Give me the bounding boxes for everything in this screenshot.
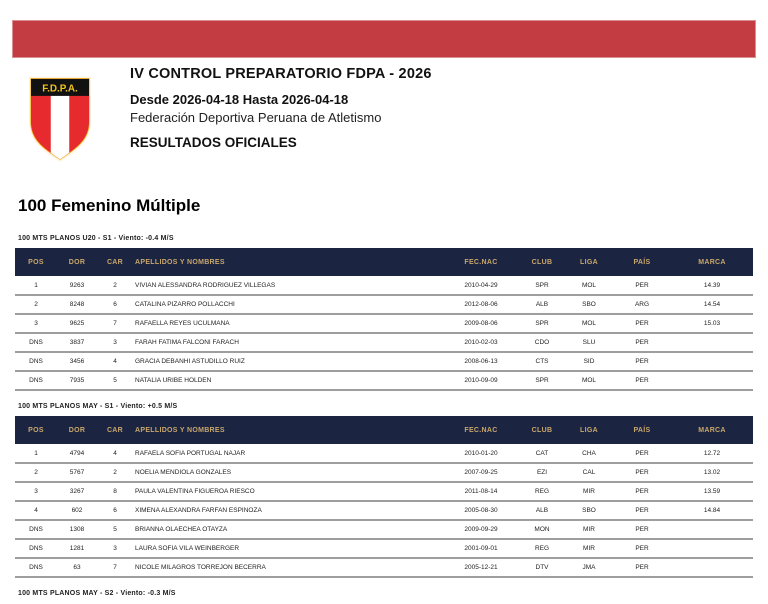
cell-fec-nac: 2007-09-25: [443, 463, 519, 482]
cell-fec-nac: 2008-06-13: [443, 352, 519, 371]
cell-dor: 1281: [57, 539, 97, 558]
cell-apellidos-y-nombres: PAULA VALENTINA FIGUEROA RIESCO: [133, 482, 443, 501]
report-title: IV CONTROL PREPARATORIO FDPA - 2026: [130, 66, 432, 82]
cell-pa-s: ARG: [613, 295, 671, 314]
cell-fec-nac: 2009-08-06: [443, 314, 519, 333]
race-caption-2: 100 MTS PLANOS MAY - S1 - Viento: +0.5 M/S: [18, 403, 178, 410]
cell-car: 7: [97, 314, 133, 333]
cell-pos: DNS: [15, 558, 57, 577]
cell-apellidos-y-nombres: GRACIA DEBANHI ASTUDILLO RUIZ: [133, 352, 443, 371]
cell-dor: 7935: [57, 371, 97, 390]
cell-car: 4: [97, 444, 133, 463]
cell-apellidos-y-nombres: CATALINA PIZARRO POLLACCHI: [133, 295, 443, 314]
cell-pa-s: PER: [613, 333, 671, 352]
column-header-fec-nac: FEC.NAC: [443, 248, 519, 276]
cell-marca: [671, 371, 753, 390]
cell-apellidos-y-nombres: VIVIAN ALESSANDRA RODRIGUEZ VILLEGAS: [133, 276, 443, 295]
cell-pos: DNS: [15, 539, 57, 558]
cell-apellidos-y-nombres: NATALIA URIBE HOLDEN: [133, 371, 443, 390]
cell-car: 6: [97, 295, 133, 314]
cell-pos: 1: [15, 444, 57, 463]
cell-club: CTS: [519, 352, 565, 371]
fdpa-shield-icon: [27, 74, 93, 164]
cell-club: EZI: [519, 463, 565, 482]
cell-club: REG: [519, 482, 565, 501]
cell-marca: [671, 352, 753, 371]
race-caption-1: 100 MTS PLANOS U20 - S1 - Viento: -0.4 M/S: [18, 235, 174, 242]
cell-car: 8: [97, 482, 133, 501]
cell-pos: 3: [15, 482, 57, 501]
cell-club: REG: [519, 539, 565, 558]
cell-fec-nac: 2005-08-30: [443, 501, 519, 520]
cell-pos: 1: [15, 276, 57, 295]
cell-apellidos-y-nombres: NOELIA MENDIOLA GONZALES: [133, 463, 443, 482]
cell-car: 7: [97, 558, 133, 577]
cell-dor: 63: [57, 558, 97, 577]
cell-marca: 13.59: [671, 482, 753, 501]
column-header-fec-nac: FEC.NAC: [443, 416, 519, 444]
table-row: [15, 295, 753, 314]
cell-fec-nac: 2010-09-09: [443, 371, 519, 390]
cell-marca: 14.84: [671, 501, 753, 520]
report-date-range: Desde 2026-04-18 Hasta 2026-04-18: [130, 92, 349, 107]
cell-fec-nac: 2010-02-03: [443, 333, 519, 352]
table-row: [15, 558, 753, 577]
cell-pos: DNS: [15, 520, 57, 539]
cell-apellidos-y-nombres: RAFAELA SOFIA PORTUGAL NAJAR: [133, 444, 443, 463]
cell-club: DTV: [519, 558, 565, 577]
column-header-car: CAR: [97, 248, 133, 276]
cell-pa-s: PER: [613, 444, 671, 463]
table-row: [15, 352, 753, 371]
cell-pa-s: PER: [613, 520, 671, 539]
cell-pa-s: PER: [613, 539, 671, 558]
cell-liga: MOL: [565, 314, 613, 333]
cell-dor: 1308: [57, 520, 97, 539]
fdpa-logo-text: F.D.P.A.: [42, 83, 78, 95]
cell-car: 2: [97, 463, 133, 482]
cell-club: CAT: [519, 444, 565, 463]
table-row: [15, 520, 753, 539]
cell-liga: MOL: [565, 371, 613, 390]
cell-club: SPR: [519, 371, 565, 390]
cell-liga: SLU: [565, 333, 613, 352]
cell-marca: [671, 333, 753, 352]
top-red-banner: [12, 20, 756, 58]
cell-pos: 2: [15, 463, 57, 482]
cell-fec-nac: 2011-08-14: [443, 482, 519, 501]
cell-dor: 602: [57, 501, 97, 520]
column-header-marca: MARCA: [671, 248, 753, 276]
cell-apellidos-y-nombres: LAURA SOFIA VILA WEINBERGER: [133, 539, 443, 558]
cell-fec-nac: 2005-12-21: [443, 558, 519, 577]
cell-liga: JMA: [565, 558, 613, 577]
cell-marca: 15.03: [671, 314, 753, 333]
cell-pa-s: PER: [613, 501, 671, 520]
cell-car: 6: [97, 501, 133, 520]
column-header-dor: DOR: [57, 248, 97, 276]
cell-fec-nac: 2009-09-29: [443, 520, 519, 539]
cell-pos: DNS: [15, 371, 57, 390]
table-row: [15, 333, 753, 352]
cell-dor: 3267: [57, 482, 97, 501]
cell-marca: [671, 558, 753, 577]
cell-liga: CHA: [565, 444, 613, 463]
cell-club: CDO: [519, 333, 565, 352]
cell-apellidos-y-nombres: FARAH FATIMA FALCONI FARACH: [133, 333, 443, 352]
cell-club: SPR: [519, 276, 565, 295]
cell-apellidos-y-nombres: RAFAELLA REYES UCULMANA: [133, 314, 443, 333]
race-caption-3: 100 MTS PLANOS MAY - S2 - Viento: -0.3 M/S: [18, 590, 176, 597]
cell-liga: SID: [565, 352, 613, 371]
cell-liga: SBO: [565, 295, 613, 314]
cell-dor: 3837: [57, 333, 97, 352]
column-header-club: CLUB: [519, 248, 565, 276]
cell-pos: 2: [15, 295, 57, 314]
column-header-club: CLUB: [519, 416, 565, 444]
federation-name: Federación Deportiva Peruana de Atletismo: [130, 110, 382, 125]
column-header-pa-s: PAÍS: [613, 416, 671, 444]
cell-club: MON: [519, 520, 565, 539]
cell-fec-nac: 2010-01-20: [443, 444, 519, 463]
column-header-dor: DOR: [57, 416, 97, 444]
cell-marca: 12.72: [671, 444, 753, 463]
cell-car: 3: [97, 539, 133, 558]
event-title: 100 Femenino Múltiple: [18, 196, 201, 215]
cell-club: ALB: [519, 295, 565, 314]
results-table-1: [15, 248, 753, 391]
cell-car: 3: [97, 333, 133, 352]
column-header-liga: LIGA: [565, 248, 613, 276]
cell-marca: 14.54: [671, 295, 753, 314]
cell-club: ALB: [519, 501, 565, 520]
table-row: [15, 276, 753, 295]
cell-pa-s: PER: [613, 352, 671, 371]
column-header-marca: MARCA: [671, 416, 753, 444]
cell-pa-s: PER: [613, 463, 671, 482]
cell-car: 5: [97, 520, 133, 539]
cell-liga: MIR: [565, 539, 613, 558]
cell-club: SPR: [519, 314, 565, 333]
cell-marca: 14.39: [671, 276, 753, 295]
cell-liga: SBO: [565, 501, 613, 520]
cell-pos: 3: [15, 314, 57, 333]
cell-fec-nac: 2012-08-06: [443, 295, 519, 314]
results-table-2: [15, 416, 753, 578]
column-header-liga: LIGA: [565, 416, 613, 444]
cell-car: 2: [97, 276, 133, 295]
cell-apellidos-y-nombres: XIMENA ALEXANDRA FARFAN ESPINOZA: [133, 501, 443, 520]
cell-apellidos-y-nombres: BRIANNA OLAECHEA OTAYZA: [133, 520, 443, 539]
cell-pos: DNS: [15, 352, 57, 371]
cell-pa-s: PER: [613, 482, 671, 501]
fdpa-logo: [27, 74, 93, 164]
cell-liga: CAL: [565, 463, 613, 482]
table-row: [15, 314, 753, 333]
cell-dor: 5767: [57, 463, 97, 482]
cell-car: 4: [97, 352, 133, 371]
cell-pa-s: PER: [613, 558, 671, 577]
cell-pos: 4: [15, 501, 57, 520]
cell-dor: 8248: [57, 295, 97, 314]
cell-marca: [671, 520, 753, 539]
table-row: [15, 482, 753, 501]
cell-pos: DNS: [15, 333, 57, 352]
column-header-pos: POS: [15, 248, 57, 276]
cell-fec-nac: 2001-09-01: [443, 539, 519, 558]
cell-dor: 9263: [57, 276, 97, 295]
column-header-apellidos-y-nombres: APELLIDOS Y NOMBRES: [133, 248, 443, 276]
cell-marca: 13.02: [671, 463, 753, 482]
cell-dor: 3456: [57, 352, 97, 371]
column-header-apellidos-y-nombres: APELLIDOS Y NOMBRES: [133, 416, 443, 444]
official-results-label: RESULTADOS OFICIALES: [130, 135, 297, 150]
cell-pa-s: PER: [613, 314, 671, 333]
table-row: [15, 501, 753, 520]
cell-marca: [671, 539, 753, 558]
column-header-car: CAR: [97, 416, 133, 444]
cell-apellidos-y-nombres: NICOLE MILAGROS TORREJON BECERRA: [133, 558, 443, 577]
cell-dor: 9625: [57, 314, 97, 333]
cell-fec-nac: 2010-04-29: [443, 276, 519, 295]
column-header-pos: POS: [15, 416, 57, 444]
table-row: [15, 463, 753, 482]
cell-dor: 4794: [57, 444, 97, 463]
table-row: [15, 539, 753, 558]
report-header: [27, 64, 768, 164]
cell-liga: MIR: [565, 482, 613, 501]
cell-liga: MIR: [565, 520, 613, 539]
cell-car: 5: [97, 371, 133, 390]
table-row: [15, 371, 753, 390]
cell-liga: MOL: [565, 276, 613, 295]
cell-pa-s: PER: [613, 276, 671, 295]
cell-pa-s: PER: [613, 371, 671, 390]
column-header-pa-s: PAÍS: [613, 248, 671, 276]
table-row: [15, 444, 753, 463]
